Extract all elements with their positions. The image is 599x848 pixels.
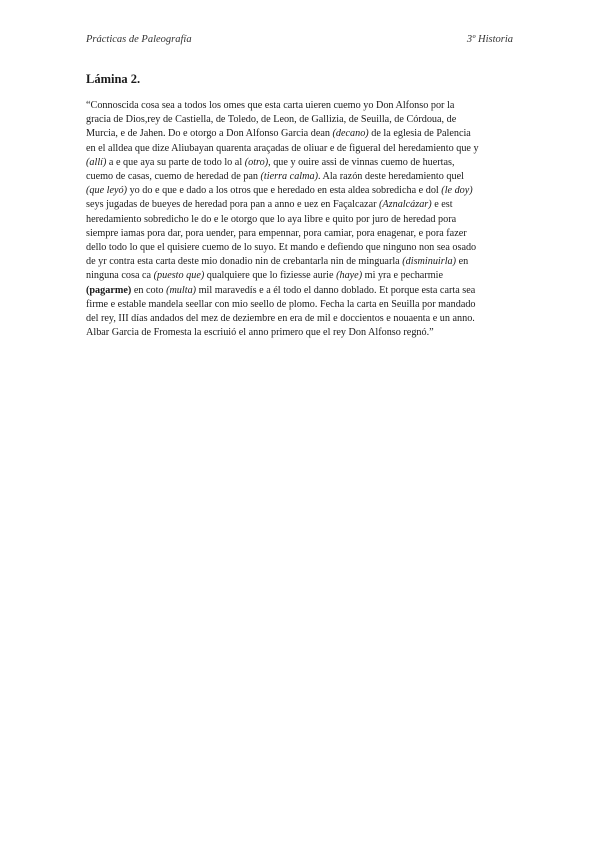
text-line: [86, 99, 514, 113]
header-year: 3º Historia: [466, 34, 513, 45]
text-segment: e est: [431, 199, 453, 211]
text-segment: firme e estable mandela seellar con mio seello de plomo. Fecha la carta en Seuilla por mandado: [86, 298, 476, 310]
gloss-text: (haye): [336, 270, 363, 282]
text-segment: en el alldea que dize Aliubayan quarenta araçadas de oliuar e de figueral del heredamiento que y: [86, 142, 479, 154]
transcription-text: [86, 99, 514, 340]
text-line: [86, 284, 514, 298]
text-segment: heredamiento sobredicho le do e le otorgo que lo aya libre e quito por juro de heredad pora: [86, 213, 457, 225]
gloss-text: (allí): [86, 156, 107, 168]
text-line: [86, 241, 514, 255]
text-segment: en: [456, 256, 469, 268]
text-line: [86, 142, 514, 156]
text-segment: mi yra e pecharmie: [362, 270, 444, 282]
text-segment: de yr contra esta carta deste mio donadio nin de crebantarla nin de minguarla: [86, 256, 403, 268]
text-segment: gracia de Dios,rey de Castiella, de Toledo, de Leon, de Gallizia, de Seuilla, de Córdoua, de: [86, 114, 457, 126]
text-segment: siempre iamas pora dar, pora uender, para empennar, pora camiar, pora enagenar, e pora fazer: [86, 227, 467, 239]
gloss-text: (que leyó): [86, 185, 128, 197]
gloss-text: (Aznalcázar): [379, 199, 432, 211]
gloss-text: (multa): [166, 284, 197, 296]
text-line: [86, 127, 514, 141]
text-segment: del rey, III días andados del mez de deziembre en era de mil e doccientos e nouaenta e un anno.: [86, 313, 475, 325]
text-segment: qualquiere que lo fiziesse aurie: [204, 270, 337, 282]
text-segment: dello todo lo que el quisiere cuemo de lo suyo. Et mando e defiendo que ninguno non sea osado: [86, 242, 477, 254]
text-line: [86, 156, 514, 170]
text-line: [86, 227, 514, 241]
text-segment: mil maravedís e a él todo el danno doblado. Et porque esta carta sea: [196, 284, 476, 296]
gloss-text: (tierra calma): [260, 171, 318, 183]
text-line: [86, 326, 514, 340]
text-line: [86, 269, 514, 283]
text-line: [86, 198, 514, 212]
text-segment: en coto: [131, 284, 167, 296]
text-line: [86, 298, 514, 312]
gloss-text: (le doy): [441, 185, 473, 197]
text-line: [86, 213, 514, 227]
text-segment: ninguna cosa ca: [86, 270, 154, 282]
text-line: [86, 170, 514, 184]
text-segment: Murcia, e de Jahen. Do e otorgo a Don Alfonso Garcia dean: [86, 128, 333, 140]
text-segment: cuemo de casas, cuemo de heredad de pan: [86, 171, 261, 183]
gloss-text: (decano): [332, 128, 369, 140]
text-line: [86, 184, 514, 198]
header-course: Prácticas de Paleografía: [86, 34, 192, 45]
gloss-text: (puesto que): [153, 270, 205, 282]
text-segment: yo do e que e dado a los otros que e heredado en esta aldea sobredicha e dol: [127, 185, 442, 197]
text-segment: a e que aya su parte de todo lo al: [106, 156, 245, 168]
text-segment: de la eglesia de Palencia: [368, 128, 471, 140]
text-segment: Albar Garcia de Fromesta la escriuió el anno primero que el rey Don Alfonso regnó.”: [86, 327, 434, 339]
text-line: [86, 312, 514, 326]
page-header: [86, 34, 513, 45]
gloss-text: (otro): [244, 156, 269, 168]
text-segment: . Ala razón deste heredamiento quel: [317, 171, 464, 183]
gloss-text: (disminuirla): [402, 256, 457, 268]
text-line: [86, 113, 514, 127]
text-segment: “Connoscida cosa sea a todos los omes que esta carta uieren cuemo yo Don Alfonso por la: [86, 100, 455, 111]
text-segment: , que y ouire assi de vinnas cuemo de huertas,: [268, 156, 455, 168]
text-segment: seys jugadas de bueyes de heredad pora pan a anno e uez en Façalcazar: [86, 199, 380, 211]
text-line: [86, 255, 514, 269]
bold-gloss-text: (pagarme): [86, 284, 132, 296]
plate-title: Lámina 2.: [86, 72, 141, 86]
